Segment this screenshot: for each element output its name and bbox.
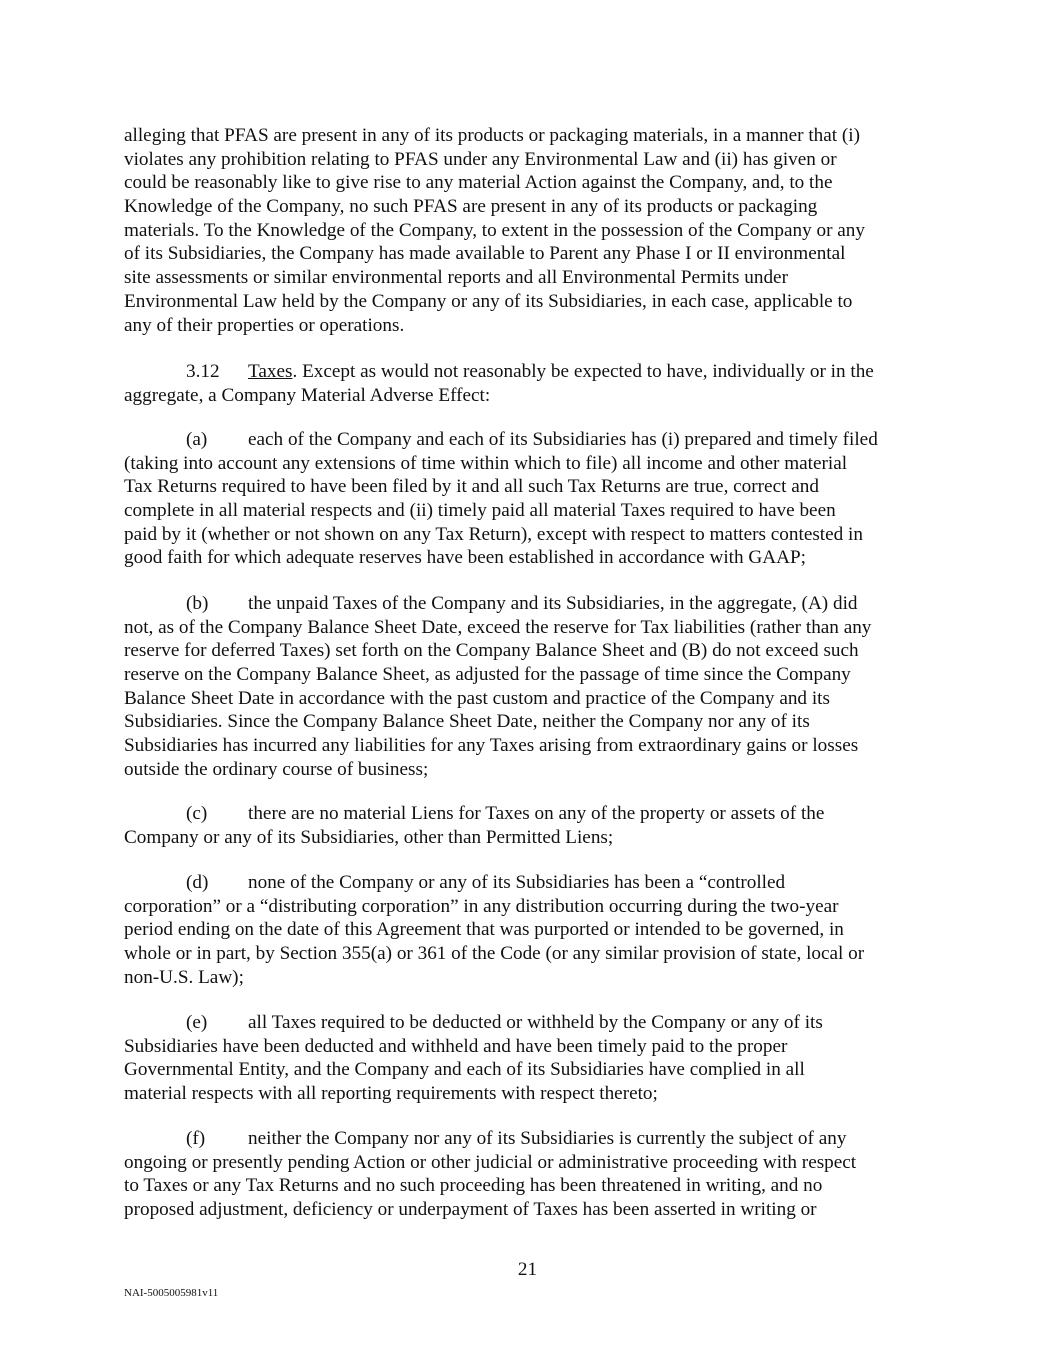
text-line: ongoing or presently pending Action or other judicial or administrative proceeding with respect: [124, 1151, 857, 1173]
text-span: the unpaid Taxes of the Company and its Subsidiaries, in the aggregate, (A) did: [248, 593, 858, 614]
text-span: none of the Company or any of its Subsidiaries has been a “controlled: [248, 872, 786, 893]
text-span: there are no material Liens for Taxes on any of the property or assets of the: [248, 803, 825, 824]
continuation-paragraph: [124, 124, 944, 337]
text-line: material respects with all reporting requirements with respect thereto;: [124, 1083, 658, 1105]
item-label: (e): [186, 1012, 208, 1033]
text-span: all Taxes required to be deducted or withheld by the Company or any of its: [248, 1012, 823, 1033]
text-line: not, as of the Company Balance Sheet Date, exceed the reserve for Tax liabilities (rather than any: [124, 616, 872, 638]
text-line: Balance Sheet Date in accordance with the past custom and practice of the Company and its: [124, 687, 830, 709]
item-label: (b): [186, 593, 209, 614]
text-line: violates any prohibition relating to PFAS under any Environmental Law and (ii) has given or: [124, 148, 837, 170]
item-b-paragraph: [124, 592, 944, 782]
text-line: paid by it (whether or not shown on any Tax Return), except with respect to matters contested in: [124, 523, 863, 545]
text-line: Knowledge of the Company, no such PFAS are present in any of its products or packaging: [124, 196, 818, 218]
text-line: Subsidiaries. Since the Company Balance Sheet Date, neither the Company nor any of its: [124, 711, 810, 733]
text-line: non-U.S. Law);: [124, 966, 244, 988]
text-line: Company or any of its Subsidiaries, other than Permitted Liens;: [124, 826, 614, 848]
text-line: proposed adjustment, deficiency or underpayment of Taxes has been asserted in writing or: [124, 1199, 817, 1221]
section-number: 3.12: [186, 361, 220, 382]
section-title: Taxes: [248, 361, 293, 382]
section-taxes-paragraph: [124, 360, 944, 407]
item-e-paragraph: [124, 1011, 944, 1106]
item-label: (a): [186, 429, 208, 450]
page-number: 21: [517, 1259, 538, 1280]
item-label: (d): [186, 872, 209, 893]
text-span: . Except as would not reasonably be expected to have, individually or in the: [292, 361, 874, 382]
text-line: of its Subsidiaries, the Company has made available to Parent any Phase I or II environmental: [124, 243, 846, 265]
text-line: Subsidiaries have been deducted and withheld and have been timely paid to the proper: [124, 1035, 788, 1057]
text-line: reserve on the Company Balance Sheet, as adjusted for the passage of time since the Company: [124, 664, 851, 686]
text-span: each of the Company and each of its Subsidiaries has (i) prepared and timely filed: [248, 429, 878, 450]
item-c-paragraph: [124, 802, 944, 849]
text-line: outside the ordinary course of business;: [124, 758, 429, 780]
text-line: good faith for which adequate reserves have been established in accordance with GAAP;: [124, 547, 806, 569]
text-line: materials. To the Knowledge of the Company, to extent in the possession of the Company or any: [124, 219, 865, 241]
text-line: Governmental Entity, and the Company and each of its Subsidiaries have complied in all: [124, 1059, 805, 1081]
item-label: (c): [186, 803, 208, 824]
item-a-paragraph: [124, 428, 944, 570]
text-line: to Taxes or any Tax Returns and no such proceeding has been threatened in writing, and no: [124, 1175, 823, 1197]
text-line: site assessments or similar environmental reports and all Environmental Permits under: [124, 267, 788, 289]
item-label: (f): [186, 1128, 206, 1149]
text-line: Tax Returns required to have been filed by it and all such Tax Returns are true, correct and: [124, 476, 819, 498]
text-line: whole or in part, by Section 355(a) or 361 of the Code (or any similar provision of state, local or: [124, 943, 865, 965]
item-f-paragraph: [124, 1127, 944, 1222]
document-id: NAI-5005005981v11: [124, 1287, 219, 1299]
text-line: reserve for deferred Taxes) set forth on the Company Balance Sheet and (B) do not exceed such: [124, 640, 859, 662]
text-line: could be reasonably like to give rise to any material Action against the Company, and, to the: [124, 172, 833, 194]
text-line: period ending on the date of this Agreement that was purported or intended to be governed, in: [124, 919, 844, 941]
text-line: aggregate, a Company Material Adverse Effect:: [124, 384, 491, 406]
text-span: neither the Company nor any of its Subsidiaries is currently the subject of any: [248, 1128, 847, 1149]
text-line: corporation” or a “distributing corporation” in any distribution occurring during the two-year: [124, 895, 839, 917]
text-line: (taking into account any extensions of time within which to file) all income and other material: [124, 452, 848, 474]
text-line: Environmental Law held by the Company or any of its Subsidiaries, in each case, applicable to: [124, 290, 853, 312]
text-line: alleging that PFAS are present in any of its products or packaging materials, in a manner that (i): [124, 125, 861, 146]
text-line: Subsidiaries has incurred any liabilities for any Taxes arising from extraordinary gains or losses: [124, 735, 859, 757]
text-line: complete in all material respects and (ii) timely paid all material Taxes required to have been: [124, 500, 836, 522]
item-d-paragraph: [124, 871, 944, 989]
text-line: any of their properties or operations.: [124, 314, 405, 336]
